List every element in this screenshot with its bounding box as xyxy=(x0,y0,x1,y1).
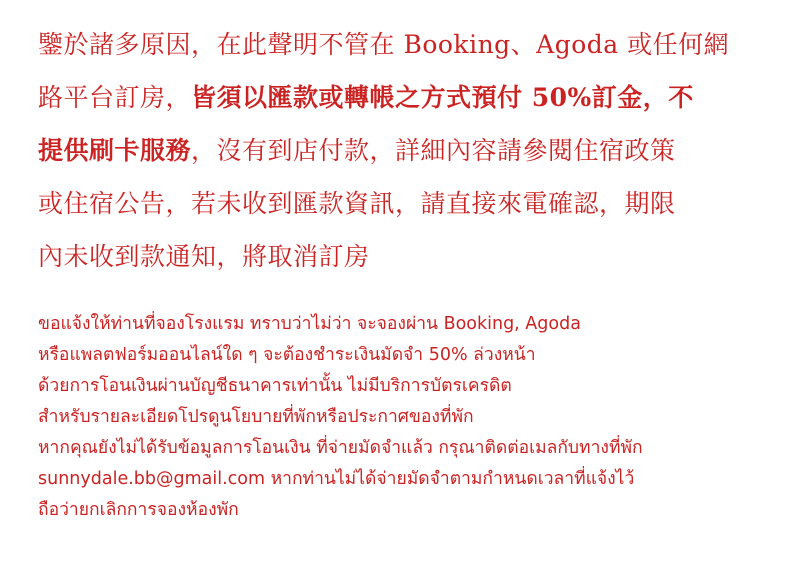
thai-notice-line-with-email: sunnydale.bb@gmail.com หากท่านไม่ได้จ่ายมัดจำตามกำหนดเวลาที่แจ้งไว้ xyxy=(38,469,635,489)
chinese-notice-text: 或住宿公告，若未收到匯款資訊，請直接來電確認，期限 xyxy=(38,189,676,218)
thai-notice-line: สำหรับรายละเอียดโปรดูนโยบายที่พักหรือประกาศของที่พัก xyxy=(38,407,474,427)
section-spacer xyxy=(38,283,766,309)
chinese-notice-block xyxy=(38,18,766,283)
chinese-notice-line xyxy=(38,124,766,177)
thai-notice-line: ขอแจ้งให้ท่านที่จองโรงแรม ทราบว่าไม่ว่า จะจองผ่าน Booking, Agoda xyxy=(38,314,581,334)
thai-notice-line: ถือว่ายกเลิกการจองห้องพัก xyxy=(38,500,239,520)
thai-notice-line: ด้วยการโอนเงินผ่านบัญชีธนาคารเท่านั้น ไม่มีบริการบัตรเครดิต xyxy=(38,376,512,396)
chinese-notice-text-bold: 提供刷卡服務 xyxy=(38,136,192,165)
chinese-notice-text-bold: 皆須以匯款或轉帳之方式預付 50%訂金，不 xyxy=(191,83,694,112)
thai-notice-block xyxy=(38,309,766,526)
chinese-notice-text: 路平台訂房， xyxy=(38,83,192,112)
chinese-notice-line xyxy=(38,177,766,230)
thai-notice-line: หากคุณยังไม่ได้รับข้อมูลการโอนเงิน ที่จ่ายมัดจำแล้ว กรุณาติดต่อเมลกับทางที่พัก xyxy=(38,438,643,458)
chinese-notice-text: 鑒於諸多原因，在此聲明不管在 Booking、Agoda 或任何網 xyxy=(38,30,730,59)
chinese-notice-line xyxy=(38,230,766,283)
chinese-notice-text: 內未收到款通知，將取消訂房 xyxy=(38,242,370,271)
chinese-notice-text: ，沒有到店付款，詳細內容請參閱住宿政策 xyxy=(191,136,676,165)
chinese-notice-line xyxy=(38,18,766,71)
chinese-notice-line xyxy=(38,71,766,124)
thai-notice-line: หรือแพลตฟอร์มออนไลน์ใด ๆ จะต้องชำระเงินมัดจำ 50% ล่วงหน้า xyxy=(38,345,536,365)
